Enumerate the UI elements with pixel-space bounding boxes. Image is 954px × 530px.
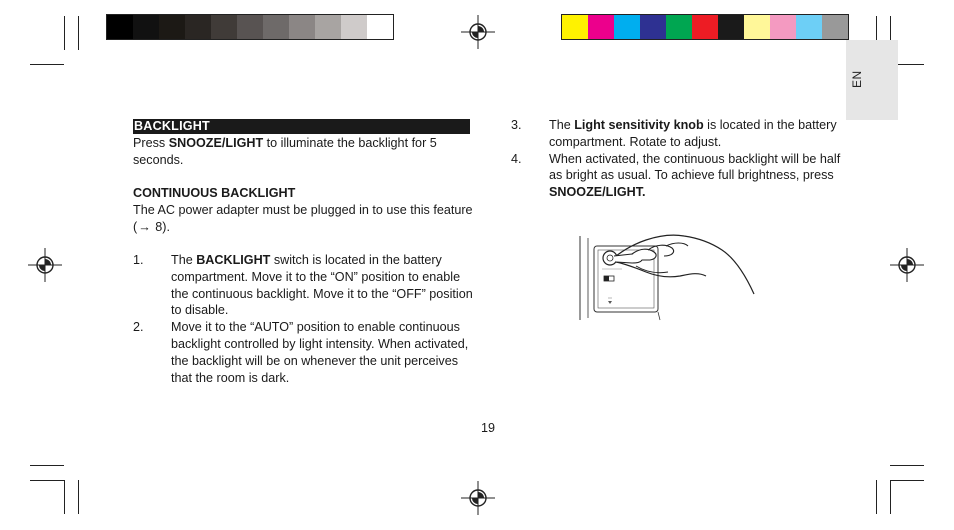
color-swatch <box>315 15 341 39</box>
color-swatch <box>237 15 263 39</box>
backlight-paragraph: Press SNOOZE/LIGHT to illuminate the backlight for 5 seconds. <box>133 136 437 167</box>
color-swatch <box>289 15 315 39</box>
color-swatch <box>640 15 666 39</box>
page-number: 19 <box>481 421 496 435</box>
color-swatch <box>211 15 237 39</box>
color-swatch <box>692 15 718 39</box>
list-item: 4. When activated, the continuous backlight will be half as bright as usual. To achieve full brightness, press SNOOZE/LIGHT. <box>511 151 841 200</box>
continuous-paragraph: The AC power adapter must be plugged in to use this feature (→ 8). <box>133 203 473 235</box>
process-color-bar <box>561 14 849 40</box>
crop-mark <box>890 465 924 466</box>
color-swatch <box>562 15 588 39</box>
registration-mark-icon <box>461 481 495 515</box>
section-heading-backlight: BACKLIGHT <box>133 119 470 134</box>
crop-mark <box>890 480 924 481</box>
hand-adjusting-knob-illustration <box>576 232 762 322</box>
crop-mark <box>890 480 891 514</box>
color-swatch <box>588 15 614 39</box>
crop-mark <box>876 480 877 514</box>
crop-mark <box>78 480 79 514</box>
list-item: 1. The BACKLIGHT switch is located in the battery compartment. Move it to the “ON” position to enable the continuous backlight. Move it to the “OFF” position to disable. <box>133 252 473 318</box>
color-swatch <box>770 15 796 39</box>
language-label: EN <box>850 70 864 88</box>
steps-list <box>133 252 473 386</box>
list-item: 2. Move it to the “AUTO” position to enable continuous backlight controlled by light intensity. When activated, the backlight will be on whenever the unit perceives that the room is dark. <box>133 320 469 385</box>
color-swatch <box>185 15 211 39</box>
section-heading-continuous-backlight: CONTINUOUS BACKLIGHT <box>133 185 296 200</box>
color-swatch <box>614 15 640 39</box>
crop-mark <box>30 480 64 481</box>
crop-mark <box>64 16 65 50</box>
color-swatch <box>367 15 393 39</box>
color-swatch <box>796 15 822 39</box>
crop-mark <box>30 64 64 65</box>
crop-mark <box>30 465 64 466</box>
registration-mark-icon <box>28 248 62 282</box>
color-swatch <box>133 15 159 39</box>
color-swatch <box>822 15 848 39</box>
list-item: 3. The Light sensitivity knob is located in the battery compartment. Rotate to adjust. <box>511 118 837 149</box>
grayscale-color-bar <box>106 14 394 40</box>
left-column <box>133 119 473 386</box>
crop-mark <box>78 16 79 50</box>
color-swatch <box>744 15 770 39</box>
language-tab <box>846 40 898 120</box>
color-swatch <box>263 15 289 39</box>
color-swatch <box>341 15 367 39</box>
arrow-right-icon: → <box>138 220 151 235</box>
color-swatch <box>718 15 744 39</box>
registration-mark-icon <box>890 248 924 282</box>
color-swatch <box>107 15 133 39</box>
registration-mark-icon <box>461 15 495 49</box>
color-swatch <box>159 15 185 39</box>
crop-mark <box>64 480 65 514</box>
color-swatch <box>666 15 692 39</box>
right-column <box>511 117 851 201</box>
